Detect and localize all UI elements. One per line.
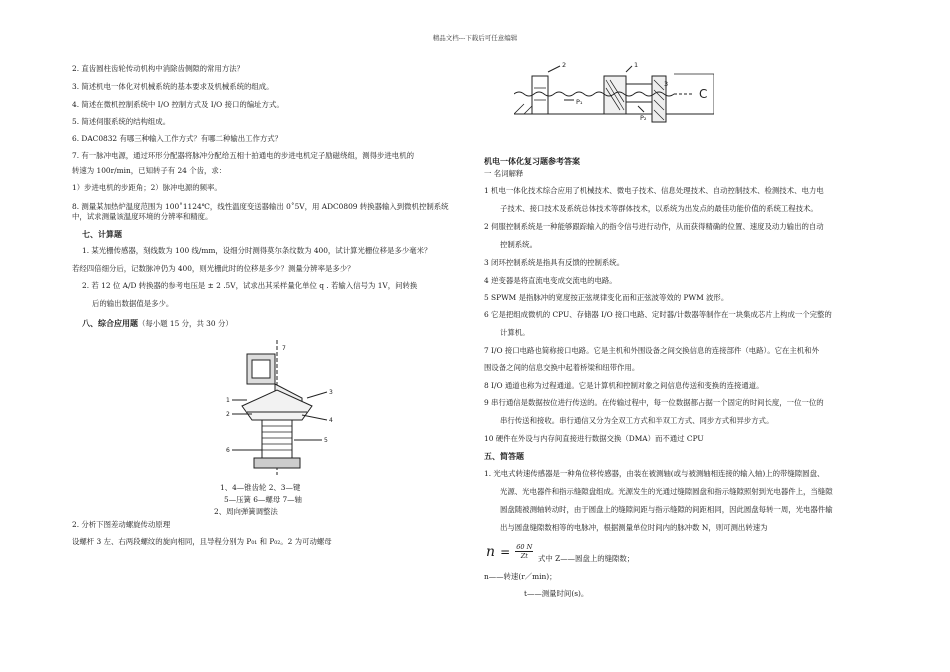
screw-label-3: 3: [664, 80, 669, 88]
question-3: 3. 简述机电一体化对机械系统的基本要求及机械系统的组成。: [72, 82, 274, 91]
formula-lhs: n: [486, 544, 496, 560]
question-4: 4. 简述在微机控制系统中 I/O 控制方式及 I/O 接口的编址方式。: [72, 100, 284, 109]
section-8-heading: [82, 318, 233, 329]
question-6: 6. DAC0832 有哪三种输入工作方式？有哪二种输出工作方式？: [72, 134, 283, 143]
answer-8: 8 I/O 通道也称为过程通道。它是计算机和控制对象之间信息传送和变换的连接通道。: [484, 381, 764, 390]
formula-equals: =: [500, 545, 511, 559]
answer-9-cont: 串行传送和接收。串行通信又分为全双工方式和半双工方式、同步方式和异步方式。: [500, 416, 774, 425]
screw-label-2: 2: [562, 61, 567, 69]
answer-3: 3 闭环控制系统是指具有反馈的控制系统。: [484, 258, 625, 267]
def-n: n——转速(r／min)；: [484, 572, 557, 581]
figure-caption-3: 2、周向弹簧调整法: [214, 507, 278, 516]
fig-label-3: 3: [329, 389, 333, 396]
fig-label-7: 7: [282, 345, 286, 352]
page-header: 精品文档---下载后可任意编辑: [432, 34, 518, 42]
question-7: 7. 有一脉冲电源，通过环形分配器将脉冲分配给五相十拍通电的步进电机定子励磁绕组，测得步进电机的: [72, 151, 414, 160]
answer-10: 10 硬件在外设与内存间直接进行数据交换（DMA）而不通过 CPU: [484, 434, 704, 443]
fig-label-4: 4: [329, 417, 333, 424]
section-8-title: 八、综合应用题: [82, 318, 138, 328]
formula-note: 式中 Z——圆盘上的缝隙数；: [538, 554, 635, 563]
formula-numerator: 60 N: [516, 543, 533, 551]
section-1-heading: 一 名词解释: [484, 169, 524, 178]
figure-caption-1: 1、4—锥齿轮 2、3—键: [220, 483, 301, 492]
short-answer-1-l4: 出与圆盘缝隙数相等的电脉冲，根据测量单位时间内的脉冲数 N，则可测出转速为: [500, 523, 768, 532]
section-7-heading: 七、计算题: [82, 229, 122, 239]
calc-2: 2. 若 12 位 A/D 转换器的参考电压是 ± 2 .5V，试求出其采样量化单位 q . 若输入信号为 1V，问转换: [82, 281, 418, 290]
screw-label-p1: P₁: [576, 98, 583, 106]
short-answer-1-l3: 圆盘随被测轴转动时，由于圆盘上的缝隙间距与指示缝隙的间距相同，因此圆盘每转一周，光电器件输: [500, 505, 833, 514]
section-8-note: （每小题 15 分，共 30 分）: [138, 319, 233, 328]
differential-screw-figure: [514, 54, 714, 134]
answer-4: 4 逆变器是将直流电变成交流电的电路。: [484, 276, 617, 285]
answer-5: 5 SPWM 是指脉冲的宽度按正弦规律变化而和正弦波等效的 PWM 波形。: [484, 293, 729, 302]
calc-1: 1. 某光栅传感器，刻线数为 100 线/mm，设细分时测得莫尔条纹数为 400，试计算光栅位移是多少毫米？: [82, 246, 432, 255]
bevel-gear-figure: [202, 340, 352, 475]
answer-6: 6 它是把组成微机的 CPU、存储器 I/O 接口电路、定时器/计数器等制作在一块集成芯片上构成一个完整的: [484, 310, 832, 319]
question-5: 5. 简述伺服系统的结构组成。: [72, 117, 171, 126]
screw-label-1: 1: [634, 61, 639, 69]
calc-2-cont: 后的输出数据值是多少。: [92, 299, 174, 308]
screw-label-c: C: [699, 87, 708, 101]
formula-fraction: [515, 543, 533, 560]
section-5-heading: 五、简答题: [484, 451, 524, 461]
answers-title: 机电一体化复习题参考答案: [484, 156, 580, 166]
question-7-cont: 转速为 100r/min，已知转子有 24 个齿，求：: [72, 166, 227, 175]
figure-caption-2: 5—压簧 6—螺母 7—轴: [224, 495, 302, 504]
differential-screw-text: 设螺杆 3 左、右两段螺纹的旋向相同，且导程分别为 P₀₁ 和 P₀₂。2 为可动螺母: [72, 537, 332, 546]
short-answer-1-l2: 光源、光电器件和指示缝隙盘组成。光源发生的光通过缝隙圆盘和指示缝隙照射到光电器件上，当缝隙: [500, 487, 833, 496]
fig-label-6: 6: [226, 447, 230, 454]
answer-1-cont: 子技术、接口技术及系统总体技术等群体技术，以系统为出发点的最佳功能价值的系统工程技术。: [500, 204, 818, 213]
speed-formula: [486, 541, 533, 560]
fig-label-2: 2: [226, 411, 230, 418]
answer-2: 2 伺服控制系统是一种能够跟踪输入的指令信号进行动作，从而获得精确的位置、速度及动力输出的自动: [484, 222, 824, 231]
answer-7-cont: 围设备之间的信息交换中起着桥梁和纽带作用。: [484, 363, 640, 372]
question-8-cont: 中，试求测量该温度环境的分辨率和精度。: [72, 212, 213, 221]
fig-label-1: 1: [226, 397, 230, 404]
def-t: t——测量时间(s)。: [524, 589, 589, 598]
answer-7: 7 I/O 接口电路也简称接口电路。它是主机和外围设备之间交换信息的连接部件（电路）。它在主机和外: [484, 346, 819, 355]
screw-label-p2: P₂: [640, 114, 647, 122]
question-differential-screw: 2. 分析下图差动螺旋传动原理: [72, 520, 171, 529]
answer-9: 9 串行通信是数据按位进行传送的。在传输过程中，每一位数据都占据一个固定的时间长度，一位一位的: [484, 398, 824, 407]
fig-label-5: 5: [324, 437, 328, 444]
short-answer-1: 1. 光电式转速传感器是一种角位移传感器，由装在被测轴(或与被测轴相连接的输入轴)上的带缝隙圆盘、: [484, 469, 825, 478]
question-2: 2. 直齿圆柱齿轮传动机构中消除齿侧隙的常用方法？: [72, 64, 244, 73]
formula-denominator: Zt: [520, 552, 528, 560]
calc-1-cont: 若经四倍细分后，记数脉冲仍为 400，则光栅此时的位移是多少？测量分辨率是多少？: [72, 264, 355, 273]
question-8: 8. 测量某加热炉温度范围为 100˚1124℃，线性温度变送器输出 0˚5V，用 ADC0809 转换器输入到微机控制系统: [72, 202, 449, 211]
answer-2-cont: 控制系统。: [500, 240, 537, 249]
question-7-sub: 1）步进电机的步距角；2）脉冲电源的频率。: [72, 183, 222, 192]
answer-1: 1 机电一体化技术综合应用了机械技术、微电子技术、信息处理技术、自动控制技术、检测技术、电力电: [484, 186, 824, 195]
answer-6-cont: 计算机。: [500, 328, 530, 337]
